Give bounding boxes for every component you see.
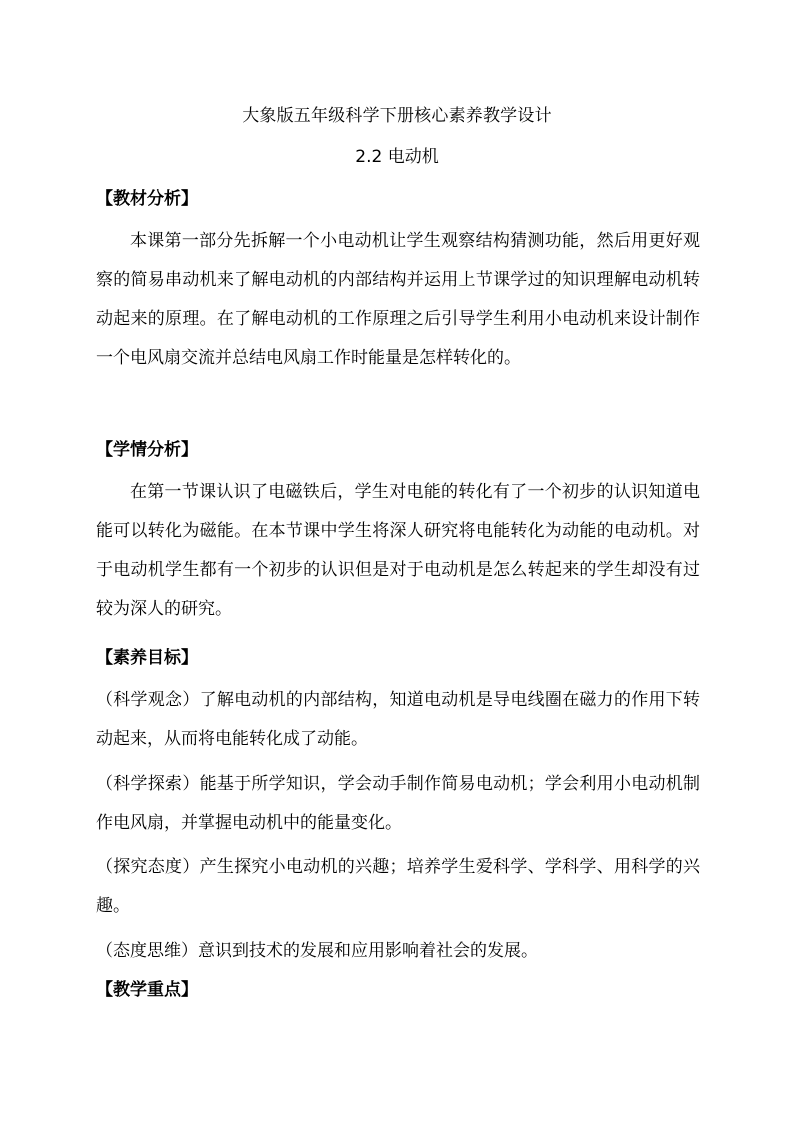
heading-literacy-goals: 【素养目标】 — [96, 648, 198, 668]
paragraph-material-analysis: 本课第一部分先拆解一个小电动机让学生观察结构猜测功能，然后用更好观察的简易串动机来了解电动机的内部结构并运用上节课学过的知识理解电动机转动起来的原理。在了解电动机的工作原理之后引导学生利用小电动机来设计制作一个电风扇交流并总结电风扇工作时能量是怎样转化的。 — [96, 231, 700, 368]
goal-science-exploration: （科学探索）能基于所学知识，学会动手制作简易电动机；学会利用小电动机制作电风扇，并掌握电动机中的能量变化。 — [96, 774, 700, 833]
goal-attitude-thinking: （态度思维）意识到技术的发展和应用影响着社会的发展。 — [96, 941, 538, 961]
heading-learner-analysis: 【学情分析】 — [96, 440, 198, 460]
goal-science-concept: （科学观念）了解电动机的内部结构，知道电动机是导电线圈在磁力的作用下转动起来，从而将电能转化成了动能。 — [96, 690, 700, 749]
goal-inquiry-attitude: （探究态度）产生探究小电动机的兴趣；培养学生爱科学、学科学、用科学的兴趣。 — [96, 857, 700, 916]
heading-teaching-focus: 【教学重点】 — [96, 980, 198, 1000]
heading-material-analysis: 【教材分析】 — [96, 189, 198, 209]
paragraph-learner-analysis: 在第一节课认识了电磁铁后，学生对电能的转化有了一个初步的认识知道电能可以转化为磁能。在本节课中学生将深人研究将电能转化为动能的电动机。对于电动机学生都有一个初步的认识但是对于电动机是怎么转起来的学生却没有过较为深人的研究。 — [96, 482, 700, 619]
document-title: 大象版五年级科学下册核心素养教学设计 — [242, 106, 552, 126]
lesson-title: 2.2 电动机 — [355, 147, 439, 167]
